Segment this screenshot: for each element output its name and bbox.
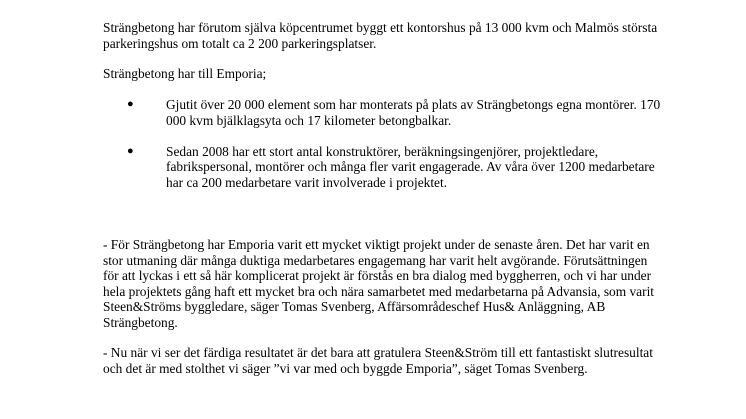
paragraph-quote-2: - Nu när vi ser det färdiga resultatet är det bara att gratulera Steen&Ström till ett fantastiskt slutresultat och det är med stolthet vi säger ”vi var med och byggde Emporia”, säget Tomas Svenberg. [103,345,653,376]
bullet-text: Sedan 2008 har ett stort antal konstruktörer, beräkningsingenjörer, projektledare, fabrikspersonal, montörer och många fler varit engagerade. Av våra över 1200 medarbetare har ca 200 medarbetare varit involverade i projektet. [166,143,655,190]
bullet-dot-icon: ● [127,98,134,110]
bullet-item [103,144,663,191]
bullet-dot-icon: ● [127,144,134,157]
paragraph-intro: Strängbetong har förutom själva köpcentrumet byggt ett kontorshus på 13 000 kvm och Malmös största parkeringshus om totalt ca 2 200 parkeringsplatser. [103,20,658,51]
paragraph-list-heading: Strängbetong har till Emporia; [103,66,267,81]
paragraph-quote-1: - För Strängbetong har Emporia varit ett mycket viktigt projekt under de senaste åren. Det har varit en stor utmaning där många duktiga medarbetares engagemang har varit helt avgörande. Förutsättningen för att lyckas i ett så här komplicerat projekt är förstås en bra dialog med byggherren, och vi har under hela projektets gång haft ett mycket bra och nära samarbetet med medarbetarna på Advansia, som varit Steen&Ströms byggledare, säger Tomas Svenberg, Affärsområdeschef Hus& Anläggning, AB Strängbetong. [103,237,655,330]
bullet-item [103,97,663,128]
bullet-list [103,97,663,190]
bullet-text: Gjutit över 20 000 element som har monterats på plats av Strängbetongs egna montörer. 170 000 kvm bjälklagsyta och 17 kilometer betongbalkar. [166,97,661,128]
